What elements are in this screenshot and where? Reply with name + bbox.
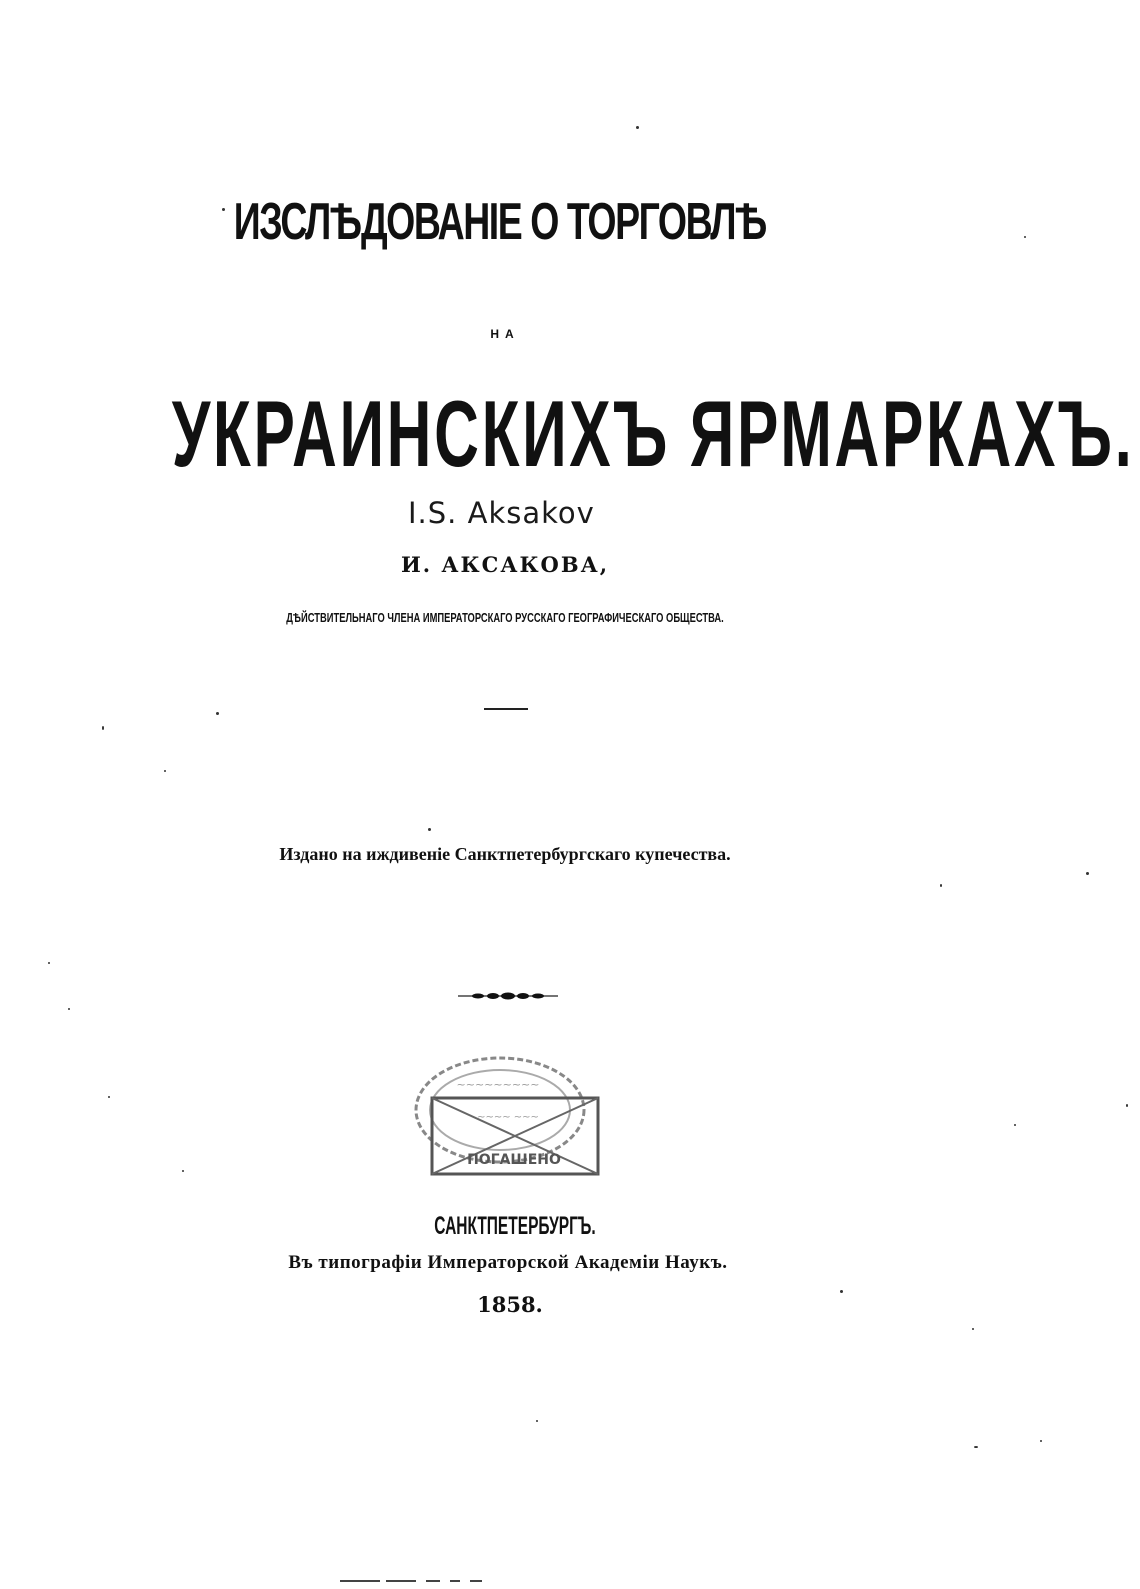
scan-speck	[428, 828, 431, 831]
scan-speck	[1126, 1104, 1128, 1107]
short-divider	[484, 708, 528, 710]
author-name: И. АКСАКОВА,	[400, 552, 610, 577]
scan-speck	[48, 962, 50, 964]
scan-speck	[1014, 1124, 1016, 1126]
library-stamp	[412, 1050, 608, 1180]
svg-text:~~~~ ~~~: ~~~~ ~~~	[477, 1112, 539, 1123]
scan-speck	[68, 1008, 70, 1010]
scan-speck	[840, 1290, 843, 1293]
author-description: ДѢЙСТВИТЕЛЬНАГО ЧЛЕНА ИМПЕРАТОРСКАГО РУССКАГО ГЕОГРАФИЧЕСКАГО ОБЩЕСТВА.	[286, 610, 724, 625]
bottom-edge-marks	[340, 1580, 500, 1583]
publisher-note: Издано на иждивеніе Санктпетербургскаго купечества.	[279, 844, 731, 864]
handwritten-annotation: I.S. Aksakov	[408, 496, 595, 530]
imprint-city: САНКТПЕТЕРБУРГЪ.	[434, 1212, 596, 1240]
scan-speck	[108, 1096, 110, 1098]
imprint-year: 1858.	[477, 1292, 543, 1317]
svg-text:~~~~~~~~~: ~~~~~~~~~	[456, 1078, 540, 1091]
scan-speck	[182, 1170, 184, 1172]
scan-speck	[216, 712, 219, 715]
scan-speck	[536, 1420, 538, 1422]
scan-speck	[940, 884, 942, 887]
scan-speck	[102, 726, 104, 730]
imprint-printer: Въ типографіи Императорской Академіи Наукъ.	[288, 1252, 728, 1273]
scan-speck	[1040, 1440, 1042, 1442]
scan-speck	[1024, 236, 1026, 238]
stamp-text: ПОГАШЕНО	[467, 1152, 561, 1168]
scan-speck	[974, 1446, 978, 1448]
title-line-2: НА	[490, 327, 520, 341]
scan-speck	[972, 1328, 974, 1330]
scan-speck	[164, 770, 166, 772]
scan-speck	[222, 208, 225, 211]
scan-speck	[636, 126, 639, 129]
scan-speck	[1086, 872, 1089, 875]
ornamental-divider	[458, 991, 558, 1001]
title-line-3: УКРАИНСКИХЪ ЯРМАРКАХЪ.	[171, 381, 1135, 486]
title-line-1: ИЗСЛѢДОВАНІЕ О ТОРГОВЛѢ	[233, 193, 767, 251]
